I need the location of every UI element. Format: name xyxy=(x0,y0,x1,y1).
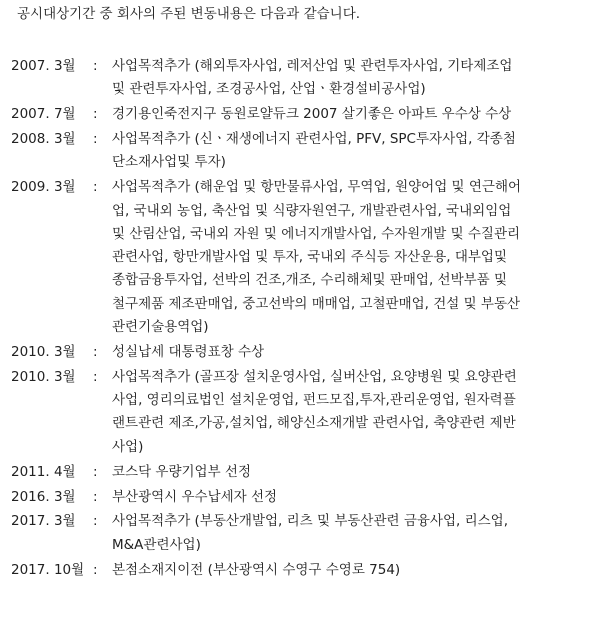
entry-description xyxy=(112,366,611,459)
entry-separator: : xyxy=(93,463,98,480)
description-line: 경기용인죽전지구 동원로얄듀크 2007 살기좋은 아파트 우수상 수상 xyxy=(112,106,512,123)
description-line: 사업) xyxy=(112,438,144,455)
intro-text: 공시대상기간 중 회사의 주된 변동내용은 다음과 같습니다. xyxy=(17,6,361,22)
entry-description xyxy=(112,559,611,582)
entry-description xyxy=(112,55,611,102)
history-list xyxy=(11,55,611,583)
history-entry xyxy=(11,486,611,509)
entry-date: 2017. 3월 xyxy=(11,513,76,530)
description-line: 업, 국내외 농업, 축산업 및 식량자원연구, 개발관련사업, 국내외임업 xyxy=(112,202,512,219)
description-line: 사업목적추가 (부동산개발업, 리츠 및 부동산관련 금융사업, 리스업, xyxy=(112,513,508,530)
description-line: 및 산림산업, 국내외 자원 및 에너지개발사업, 수자원개발 및 수질관리 xyxy=(112,225,521,242)
entry-separator: : xyxy=(93,179,98,196)
entry-description xyxy=(112,341,611,364)
entry-description xyxy=(112,128,611,175)
entry-description xyxy=(112,176,611,339)
entry-description xyxy=(112,486,611,509)
description-line: 철구제품 제조판매업, 중고선박의 매매업, 고철판매업, 건설 및 부동산 xyxy=(112,295,521,312)
entry-date: 2010. 3월 xyxy=(11,343,76,360)
history-entry xyxy=(11,103,611,126)
description-line: 관련기술용역업) xyxy=(112,319,209,336)
entry-date: 2017. 10월 xyxy=(11,561,85,578)
description-line: 관련사업, 항만개발사업 및 투자, 국내외 주식등 자산운용, 대부업및 xyxy=(112,249,508,266)
history-entry xyxy=(11,461,611,484)
description-line: 부산광역시 우수납세자 선정 xyxy=(112,488,278,505)
description-line: 본점소재지이전 (부산광역시 수영구 수영로 754) xyxy=(112,561,401,578)
history-entry xyxy=(11,510,611,557)
history-entry xyxy=(11,55,611,102)
description-line: 사업목적추가 (골프장 설치운영사업, 실버산업, 요양병원 및 요양관련 xyxy=(112,368,517,385)
entry-description xyxy=(112,461,611,484)
history-entry xyxy=(11,341,611,364)
entry-separator: : xyxy=(93,343,98,360)
description-line: 및 관련투자사업, 조경공사업, 산업ㆍ환경설비공사업) xyxy=(112,81,426,98)
entry-separator: : xyxy=(93,488,98,505)
entry-date: 2016. 3월 xyxy=(11,488,76,505)
description-line: 사업목적추가 (해외투자사업, 레저산업 및 관련투자사업, 기타제조업 xyxy=(112,58,513,74)
entry-separator: : xyxy=(93,58,98,74)
history-entry xyxy=(11,128,611,175)
description-line: 사업, 영리의료법인 설치운영업, 펀드모집,투자,관리운영업, 원자력플 xyxy=(112,392,516,409)
description-line: 사업목적추가 (해운업 및 항만물류사업, 무역업, 원양어업 및 연근해어 xyxy=(112,179,522,196)
entry-separator: : xyxy=(93,513,98,530)
description-line: 사업목적추가 (신ㆍ재생에너지 관련사업, PFV, SPC투자사업, 각종첨 xyxy=(112,131,516,148)
entry-date: 2007. 7월 xyxy=(11,106,76,123)
history-entry xyxy=(11,366,611,459)
description-line: 성실납세 대통령표창 수상 xyxy=(112,343,265,360)
entry-date: 2008. 3월 xyxy=(11,131,76,148)
history-entry xyxy=(11,176,611,339)
entry-date: 2007. 3월 xyxy=(11,58,76,74)
entry-separator: : xyxy=(93,131,98,148)
entry-description xyxy=(112,103,611,126)
history-entry xyxy=(11,559,611,582)
description-line: 단소재사업및 투자) xyxy=(112,154,226,171)
entry-separator: : xyxy=(93,106,98,123)
entry-separator: : xyxy=(93,368,98,385)
description-line: 종합금융투자업, 선박의 건조,개조, 수리해체및 판매업, 선박부품 및 xyxy=(112,272,508,289)
entry-description xyxy=(112,510,611,557)
entry-date: 2009. 3월 xyxy=(11,179,76,196)
description-line: 코스닥 우량기업부 선정 xyxy=(112,463,251,480)
entry-date: 2010. 3월 xyxy=(11,368,76,385)
description-line: 랜트관련 제조,가공,설치업, 해양신소재개발 관련사업, 축양관련 제반 xyxy=(112,415,516,432)
entry-date: 2011. 4월 xyxy=(11,463,76,480)
entry-separator: : xyxy=(93,561,98,578)
description-line: M&A관련사업) xyxy=(112,536,201,553)
